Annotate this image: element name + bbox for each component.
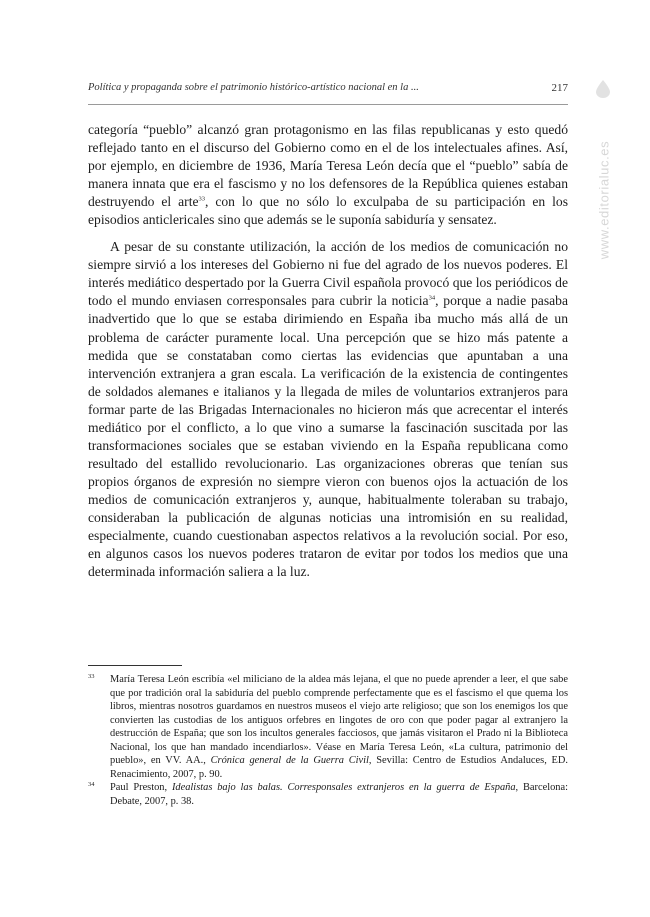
publisher-url: www.editorialuc.es: [596, 140, 612, 260]
paragraph-2: [88, 238, 568, 581]
footnotes: [88, 673, 568, 808]
footnote-text: , Sevilla: Centro de Estudios Andaluces, ED. Renacimiento, 2007, p. 90.: [110, 755, 569, 780]
paragraph-2-text-b: , porque a nadie pasaba inadvertido que lo que se estaba dirimiendo en España iba mucho más allá de un problema de carácter puramente local. Una percepción que se hizo más patente a medida que se constataban como ciertas las evidencias que apuntaban a una intervención extranjera a gran escala. La verificación de la existencia de contingentes de soldados alemanes e italianos y la llegada de miles de voluntarios extranjeros para formar parte de las Brigadas Internacionales no hicieron más que acrecentar el interés mediático por el conflicto, a lo que vino a sumarse la fascinación suscitada por las transformaciones sociales que se estaban viviendo en la España republicana como resultado del estallido revolucionario. Las organizaciones obreras que tenían sus propios órganos de expresión no siempre vieron con buenos ojos la actuación de los medios de comunicación extranjeros y, aunque, habitualmente toleraban su trabajo, consideraban la publicación de algunas noticias una intromisión en su realidad, especialmente, cuando cuestionaban aspectos relativos a la revolución social. Por eso, en algunos casos los nuevos poderes trataron de evitar por todos los medios que una determinada información saliera a la luz.: [88, 293, 568, 580]
footnote-book-title: Idealistas bajo las balas. Corresponsales extranjeros en la guerra de España: [171, 782, 516, 793]
footnote-text: María Teresa León escribía «el miliciano de la aldea más lejana, el que no puede aprender a leer, el que sabe que por tradición oral la sabiduría del pueblo comprende perfectamente que es el fascismo el que quema los libros, mientras nosotros guardamos en nuestros museos el viejo arte religioso; que son los enemigos los que convierten las custodias de los antiguos orfebres en lingotes de oro con que poder pagar al extranjero la destrucción de España; que son los incultos generales facciosos, que jamás visitaron el Prado ni la Biblioteca Nacional, los que han mandado incendiarlos». Véase en María Teresa León, «La cultura, patrimonio del pueblo», en VV. AA.,: [110, 674, 568, 766]
paragraph-1: [88, 121, 568, 229]
page-number: 217: [551, 82, 568, 94]
footnote-number: 34: [88, 781, 95, 788]
paragraph-2-text-a: A pesar de su constante utilización, la acción de los medios de comunicación no siempre sirvió a los intereses del Gobierno ni fue del agrado de los nuevos poderes. El interés mediático despertado por la Guerra Civil española provocó que los periódicos de todo el mundo enviasen corresponsales para cubrir la noticia: [88, 239, 568, 309]
running-header: Política y propaganda sobre el patrimonio histórico-artístico nacional en la ...: [88, 82, 419, 93]
header-rule: [88, 104, 568, 105]
footnote-text: , Barcelona: Debate, 2007, p. 38.: [110, 782, 568, 807]
publisher-watermark: [592, 80, 616, 270]
footnote-ref-33: 33: [198, 195, 206, 203]
footnote-33: [88, 673, 568, 781]
footnote-book-title: Crónica general de la Guerra Civil: [210, 755, 369, 766]
footnote-ref-34: 34: [428, 294, 436, 302]
footnote-text: Paul Preston,: [110, 782, 172, 793]
footnote-34: [88, 781, 568, 808]
publisher-drop-icon: [595, 80, 611, 98]
paragraph-1-text-b: , con lo que no sólo lo exculpaba de su participación en los episodios anticlericales sino que además se le suponía sabiduría y sensatez.: [88, 194, 568, 228]
footnote-number: 33: [88, 673, 95, 680]
footnote-rule: [88, 665, 182, 666]
paragraph-1-text-a: categoría “pueblo” alcanzó gran protagonismo en las filas republicanas y esto quedó reflejado tanto en el discurso del Gobierno como en el de los intelectuales afines. Así, por ejemplo, en diciembre de 1936, María Teresa León decía que el “pueblo” sabía de manera innata que era el fascismo y no los defensores de la República quienes estaban destruyendo el arte: [88, 122, 568, 210]
main-text: [88, 121, 568, 581]
